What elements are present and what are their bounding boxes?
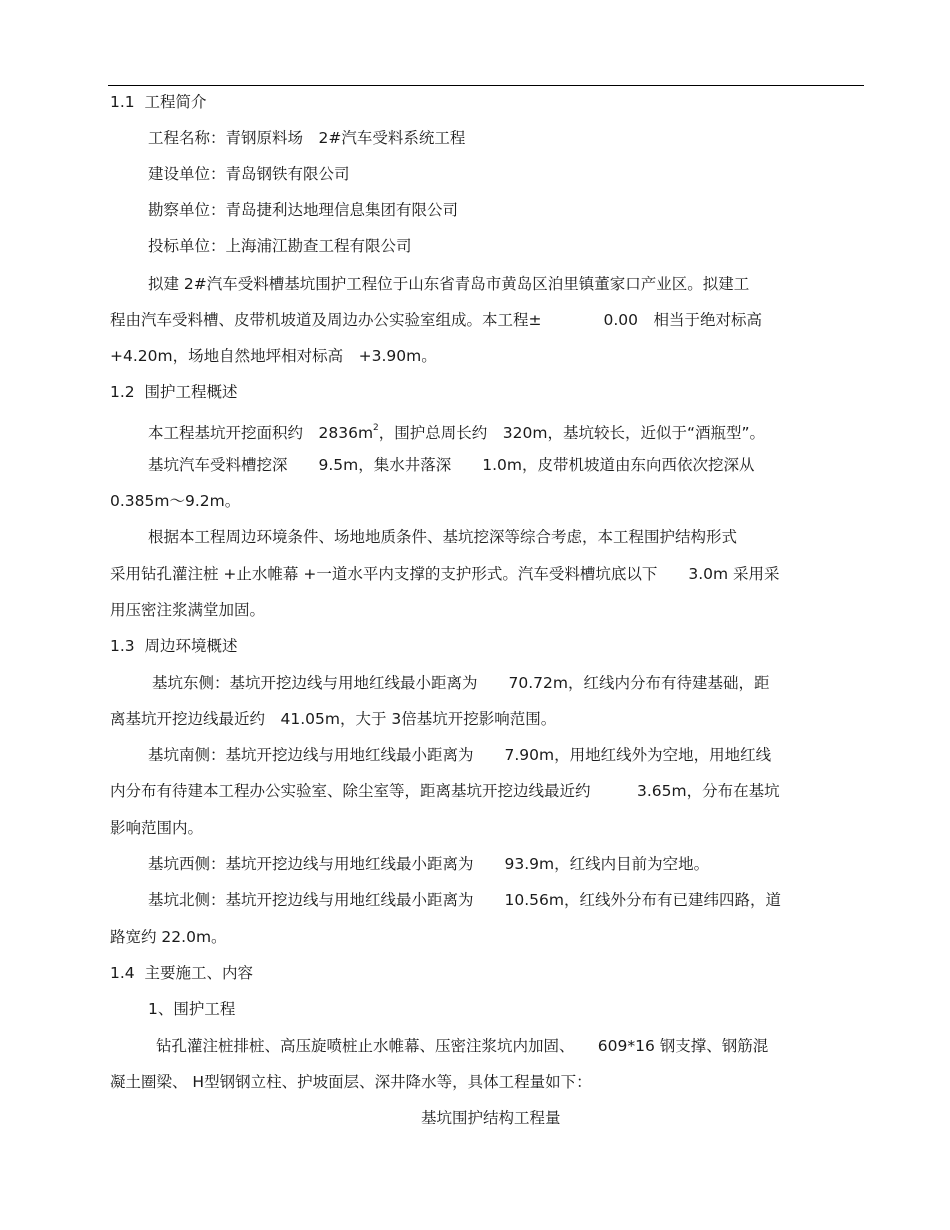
section-heading-1-2: 1.2 围护工程概述 <box>110 383 238 401</box>
paragraph-line: 基坑北侧：基坑开挖边线与用地红线最小距离为 10.56m，红线外分布有已建纬四路，道 <box>148 891 781 909</box>
perimeter-text: ，围护总周长约 320m，基坑较长，近似于“酒瓶型”。 <box>378 424 766 442</box>
survey-line: 勘察单位：青岛捷利达地理信息集团有限公司 <box>148 201 459 219</box>
paragraph-line: 基坑西侧：基坑开挖边线与用地红线最小距离为 93.9m，红线内目前为空地。 <box>148 855 710 873</box>
paragraph-line: 凝土圈梁、 H型钢钢立柱、护坡面层、深井降水等，具体工程量如下： <box>110 1073 592 1091</box>
paragraph-line: +4.20m，场地自然地坪相对标高 +3.90m。 <box>110 347 437 365</box>
paragraph-line: 基坑南侧：基坑开挖边线与用地红线最小距离为 7.90m，用地红线外为空地，用地红线 <box>148 746 772 764</box>
paragraph-line: 基坑汽车受料槽挖深 9.5m，集水井落深 1.0m，皮带机坡道由东向西依次挖深从 <box>148 456 755 474</box>
list-item: 1、围护工程 <box>148 1000 236 1018</box>
section-heading-1-3: 1.3 周边环境概述 <box>110 637 238 655</box>
area-superscript: 2 <box>373 423 379 433</box>
paragraph-line: 钻孔灌注桩排桩、高压旋喷桩止水帷幕、压密注浆坑内加固、 609*16 钢支撑、钢筋混 <box>156 1037 769 1055</box>
area-text: 本工程基坑开挖面积约 2836m <box>148 424 374 442</box>
paragraph-line: 0.385m～9.2m。 <box>110 492 241 510</box>
paragraph-line: 离基坑开挖边线最近约 41.05m，大于 3倍基坑开挖影响范围。 <box>110 710 557 728</box>
paragraph-line: 根据本工程周边环境条件、场地地质条件、基坑挖深等综合考虑，本工程围护结构形式 <box>148 528 738 546</box>
paragraph-line <box>148 418 765 443</box>
paragraph-line: 采用钻孔灌注桩 +止水帷幕 +一道水平内支撑的支护形式。汽车受料槽坑底以下 3.0m 采用采 <box>110 565 780 583</box>
section-heading-1-1: 1.1 工程简介 <box>110 93 207 111</box>
paragraph-line: 用压密注浆满堂加固。 <box>110 601 266 619</box>
paragraph-line: 内分布有待建本工程办公实验室、除尘室等，距离基坑开挖边线最近约 3.65m，分布在基坑 <box>110 782 780 800</box>
paragraph-line: 路宽约 22.0m。 <box>110 928 227 946</box>
table-caption: 基坑围护结构工程量 <box>421 1109 561 1127</box>
header-rule <box>108 85 864 86</box>
section-heading-1-4: 1.4 主要施工、内容 <box>110 964 254 982</box>
builder-line: 建设单位：青岛钢铁有限公司 <box>148 165 350 183</box>
project-name-line: 工程名称：青钢原料场 2#汽车受料系统工程 <box>148 129 466 147</box>
paragraph-line: 影响范围内。 <box>110 819 204 837</box>
bidder-line: 投标单位：上海浦江勘查工程有限公司 <box>148 237 412 255</box>
paragraph-line: 程由汽车受料槽、皮带机坡道及周边办公实验室组成。本工程± 0.00 相当于绝对标高 <box>110 311 763 329</box>
paragraph-line: 拟建 2#汽车受料槽基坑围护工程位于山东省青岛市黄岛区泊里镇董家口产业区。拟建工 <box>148 275 750 293</box>
paragraph-line: 基坑东侧：基坑开挖边线与用地红线最小距离为 70.72m，红线内分布有待建基础，距 <box>152 674 770 692</box>
